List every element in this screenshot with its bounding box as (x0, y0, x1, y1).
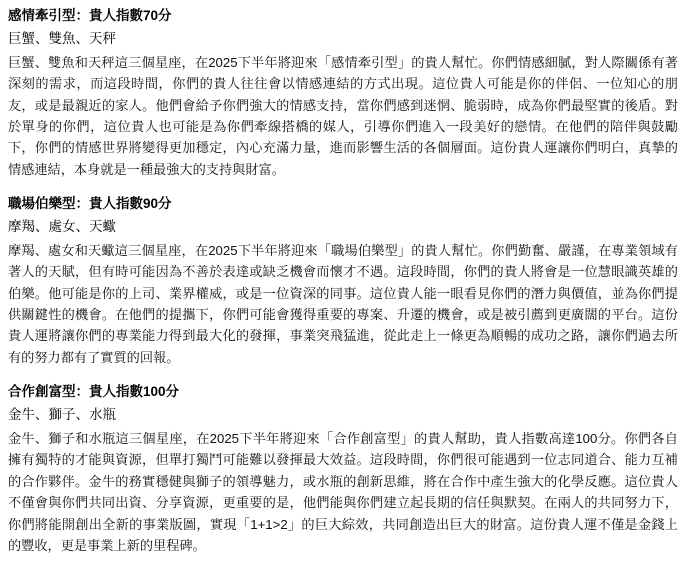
section-title: 感情牽引型：貴人指數70分 (8, 8, 172, 23)
section-body: 巨蟹、雙魚和天秤這三個星座，在2025下半年將迎來「感情牽引型」的貴人幫忙。你們情感細膩，對人際關係有著深刻的需求，而這段時間，你們的貴人往往會以情感連結的方式出現。這位貴人可能是你的伴侶、一位知心的朋友，或是最親近的家人。他們會給予你們強大的情感支持，當你們感到迷惘、脆弱時，成為你們最堅實的後盾。對於單身的你們，這位貴人也可能是為你們牽線搭橋的媒人，引導你們進入一段美好的戀情。在他們的陪伴與鼓勵下，你們的情感世界將變得更加穩定，內心充滿力量，進而影響生活的各個層面。這份貴人運讓你們明白，真摯的情感連結，本身就是一種最強大的支持與財富。 (8, 54, 678, 177)
section-body: 摩羯、處女和天蠍這三個星座，在2025下半年將迎來「職場伯樂型」的貴人幫忙。你們勤奮、嚴謹，在專業領域有著人的天賦，但有時可能因為不善於表達或缺乏機會而懷才不遇。這段時間，你們的貴人將會是一位慧眼識英雄的伯樂。他可能是你的上司、業界權威，或是一位資深的同事。這位貴人能一眼看見你們的潛力與價值，並為你們提供關鍵性的機會。在他們的提攜下，你們可能會獲得重要的專案、升遷的機會，或是被引薦到更廣闊的平台。這份貴人運將讓你們的專業能力得到最大化的發揮，事業突飛猛進，從此走上一條更為順暢的成功之路，讓你們過去所有的努力都有了實質的回報。 (8, 242, 678, 365)
section-partnership-wealth (8, 382, 678, 556)
section-title: 職場伯樂型：貴人指數90分 (8, 196, 172, 212)
section-zodiac-signs: 摩羯、處女、天蠍 (8, 219, 116, 235)
section-career-mentor (8, 194, 678, 368)
section-zodiac-signs: 金牛、獅子、水瓶 (8, 407, 116, 423)
section-body: 金牛、獅子和水瓶這三個星座，在2025下半年將迎來「合作創富型」的貴人幫助，貴人指數高達100分。你們各自擁有獨特的才能與資源，但單打獨鬥可能難以發揮最大效益。這段時間，你們很可能遇到一位志同道合、能力互補的合作夥伴。金牛的務實穩健與獅子的領導魅力，或水瓶的創新思維，將在合作中產生強大的化學反應。這位貴人不僅會與你們共同出資、分享資源，更重要的是，他們能與你們建立起長期的信任與默契。在兩人的共同努力下，你們將能開創出全新的事業版圖，實現「1+1>2」的巨大綜效，共同創造出巨大的財富。這份貴人運不僅是金錢上的豐收，更是事業上新的里程碑。 (8, 431, 678, 553)
section-title: 合作創富型：貴人指數100分 (8, 384, 180, 400)
section-zodiac-signs: 巨蟹、雙魚、天秤 (8, 30, 116, 46)
section-emotional-guide (8, 6, 678, 180)
